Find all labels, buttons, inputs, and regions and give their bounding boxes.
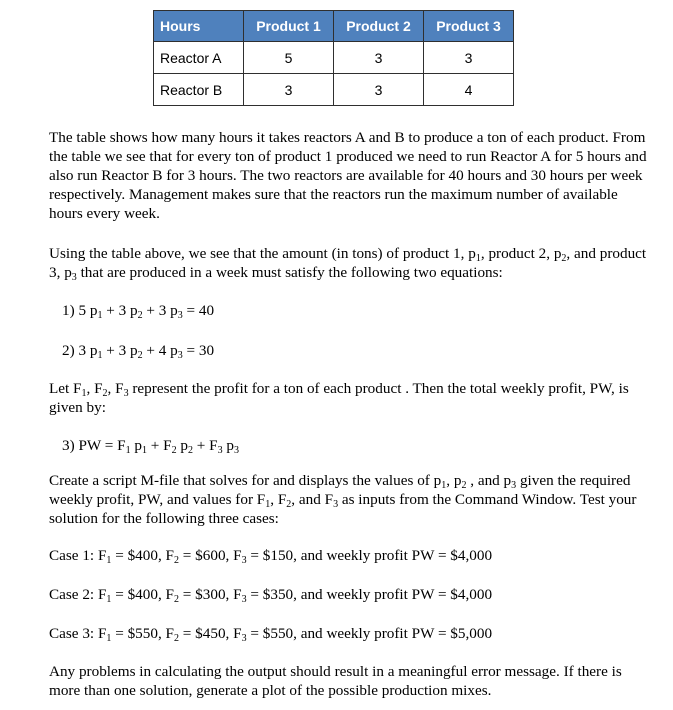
paragraph-profit: Let $F_1$, $F_2$, $F_3$ represent the profit for a ton of each product . Then the total weekly profit, PW, is given by: <box>49 380 629 416</box>
row-label: Reactor A <box>154 42 244 74</box>
paragraph-task: Create a script M-file that solves for and displays the values of $p_1$, $p_2$ , and $p_3$ given the required weekly profit, PW, and values for $F_1$, $F_2$, and $F_3$ as inputs from the Command Window. Test your solution for the following three cases: <box>49 472 637 527</box>
header-product-3: Product 3 <box>424 11 514 42</box>
table-cell: 3 <box>244 74 334 106</box>
table-cell: 3 <box>334 42 424 74</box>
table-header-row <box>154 11 514 42</box>
row-label: Reactor B <box>154 74 244 106</box>
equation-2: 2) 3 $p_1 + 3$ $p_2 + 4$ $p_3 = 30$ <box>62 342 215 361</box>
table-cell: 4 <box>424 74 514 106</box>
reactor-hours-table <box>153 10 514 106</box>
case-3: Case 3: $F_1$ = $550, $F_2$ = $450, $F_3$ = $550, and weekly profit PW = $5,000 <box>49 625 493 644</box>
case-2: Case 2: $F_1$ = $400, $F_2$ = $300, $F_3$ = $350, and weekly profit PW = $4,000 <box>49 586 493 605</box>
paragraph-errors: Any problems in calculating the output should result in a meaningful error message. If there is more than one solution, generate a plot of the possible production mixes. <box>49 663 622 699</box>
paragraph-equations-intro: Using the table above, we see that the amount (in tons) of product 1, $p_1$, product 2, $p_2$, and product 3, $p_3$ that are produced in a week must satisfy the following two equations: <box>49 245 647 283</box>
header-product-2: Product 2 <box>334 11 424 42</box>
equation-3: 3) PW = $F_1$ $p_1 + F_2$ $p_2 + F_3$ $p_3$ <box>62 437 239 456</box>
table-cell: 3 <box>424 42 514 74</box>
table-cell: 5 <box>244 42 334 74</box>
header-hours: Hours <box>154 11 244 42</box>
table-row <box>154 74 514 106</box>
table-cell: 3 <box>334 74 424 106</box>
equation-1: 1) 5 $p_1 + 3$ $p_2 + 3$ $p_3 = 40$ <box>62 302 215 321</box>
paragraph-intro: The table shows how many hours it takes reactors A and B to produce a ton of each product. From the table we see that for every ton of product 1 produced we need to run Reactor A for 5 hours and also run Reactor B for 3 hours. The two reactors are available for 40 hours and 30 hours per week respectively. Management makes sure that the reactors run the maximum number of available hours every week. <box>49 129 647 222</box>
case-1: Case 1: $F_1$ = $400, $F_2$ = $600, $F_3$ = $150, and weekly profit PW = $4,000 <box>49 547 493 566</box>
header-product-1: Product 1 <box>244 11 334 42</box>
table-row <box>154 42 514 74</box>
